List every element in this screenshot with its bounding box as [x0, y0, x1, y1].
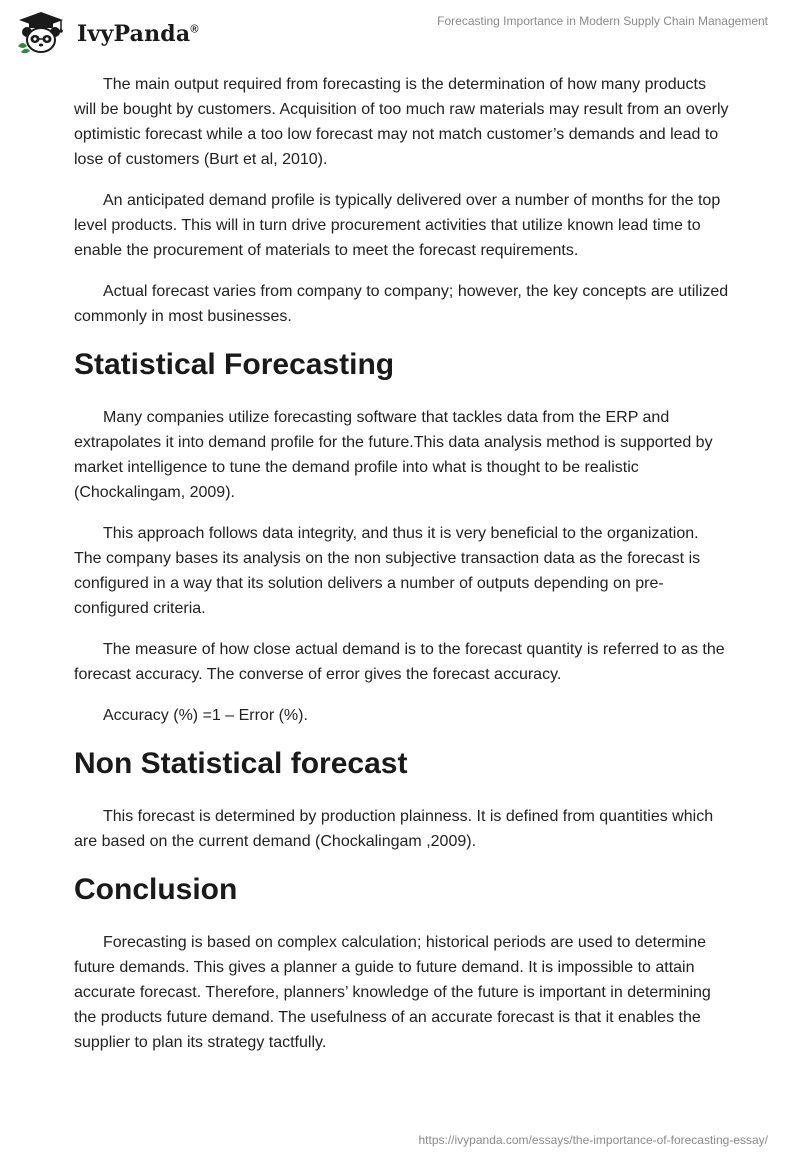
paragraph: An anticipated demand profile is typically delivered over a number of months for the top level products. This will in turn drive procurement activities that utilize known lead time to enable the procurement of materials to meet the forecast requirements.: [74, 192, 721, 259]
document-title: Forecasting Importance in Modern Supply Chain Management: [437, 14, 768, 28]
accuracy-formula: Accuracy (%) =1 – Error (%).: [103, 707, 308, 724]
section-heading-statistical-forecasting: Statistical Forecasting: [74, 348, 395, 381]
paragraph: The measure of how close actual demand is to the forecast quantity is referred to as the forecast accuracy. The converse of error gives the forecast accuracy.: [74, 641, 725, 683]
paragraph: Many companies utilize forecasting software that tackles data from the ERP and extrapolates it into demand profile for the future.This data analysis method is supported by market intelligence to tune the demand profile into what is thought to be realistic (Chockalingam, 2009).: [74, 409, 713, 501]
essay-content: [74, 72, 730, 1071]
paragraph: Actual forecast varies from company to company; however, the key concepts are utilized commonly in most businesses.: [74, 283, 729, 325]
paragraph: Forecasting is based on complex calculation; historical periods are used to determine future demands. This gives a planner a guide to future demand. It is impossible to attain accurate forecast. Therefore, planners’ knowledge of the future is important in determining the products future demand. The usefulness of an accurate forecast is that it enables the supplier to plan its strategy tactfully.: [74, 934, 711, 1051]
page-header: [0, 0, 800, 60]
paragraph: This approach follows data integrity, and thus it is very beneficial to the organization. The company bases its analysis on the non subjective transaction data as the forecast is configured in a way that its solution delivers a number of outputs depending on pre-configured criteria.: [74, 525, 701, 617]
brand-logo-link[interactable]: [15, 10, 199, 54]
paragraph: This forecast is determined by production plainness. It is defined from quantities which are based on the current demand (Chockalingam ,2009).: [74, 808, 714, 850]
section-heading-non-statistical-forecast: Non Statistical forecast: [74, 747, 408, 780]
source-url-link[interactable]: https://ivypanda.com/essays/the-importance-of-forecasting-essay/: [418, 1133, 768, 1147]
panda-graduation-cap-icon: [15, 10, 67, 54]
registered-mark: ®: [190, 23, 199, 36]
brand-name: IvyPanda®: [77, 21, 199, 47]
section-heading-conclusion: Conclusion: [74, 873, 238, 906]
paragraph: The main output required from forecasting is the determination of how many products will be bought by customers. Acquisition of too much raw materials may result from an overly optimistic forecast while a too low forecast may not match customer’s demands and lead to lose of customers (Burt et al, 2010).: [74, 76, 729, 168]
